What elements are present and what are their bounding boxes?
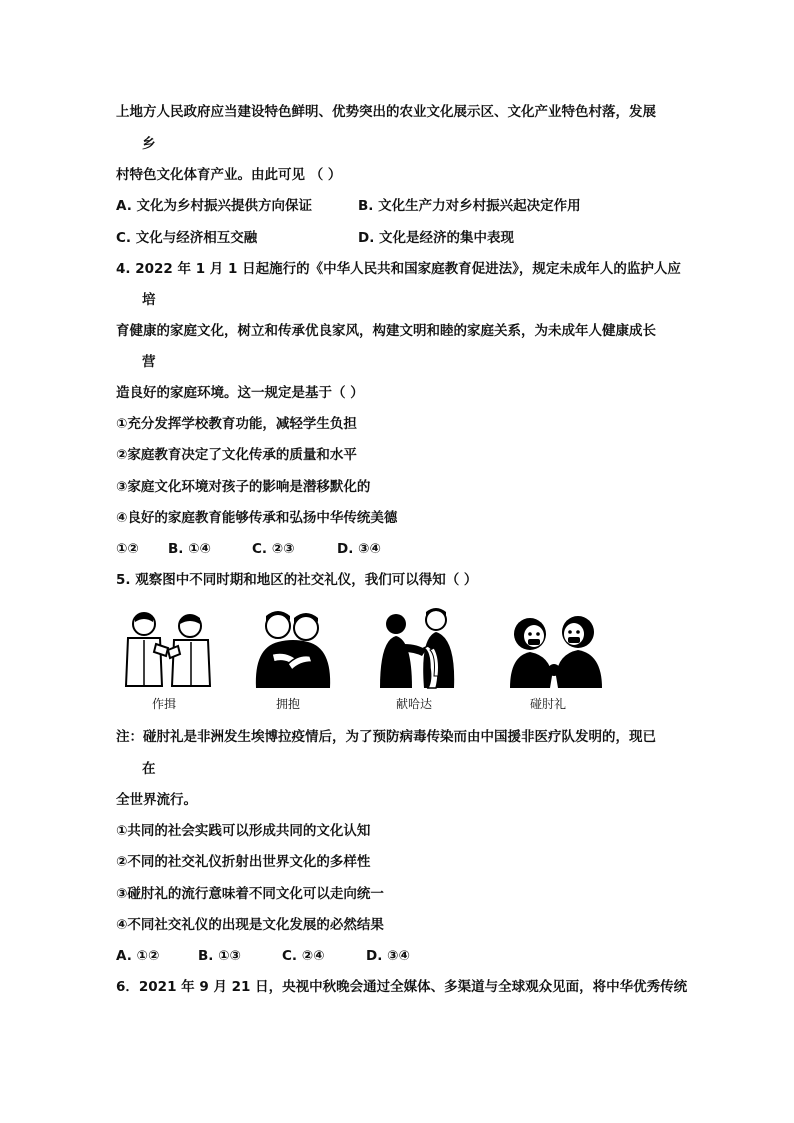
q5-note-line-2: 全世界流行。 [116, 792, 197, 808]
q5-answer-c: C. ②④ [282, 948, 325, 964]
q3-line-1: 上地方人民政府应当建设特色鲜明、优势突出的农业文化展示区、文化产业特色村落，发展 [116, 104, 656, 120]
q4-item-3: ③家庭文化环境对孩子的影响是潜移默化的 [116, 479, 371, 495]
q4-item-2: ②家庭教育决定了文化传承的质量和水平 [116, 447, 357, 463]
q3-option-c: C. 文化与经济相互交融 [116, 230, 258, 246]
q5-item-3: ③碰肘礼的流行意味着不同文化可以走向统一 [116, 886, 384, 902]
q4-line-2-wrap: 营 [142, 354, 156, 370]
q3-option-b: B. 文化生产力对乡村振兴起决定作用 [358, 198, 581, 214]
q4-item-1: ①充分发挥学校教育功能，减轻学生负担 [116, 416, 357, 432]
q5-answer-b: B. ①③ [198, 948, 241, 964]
q4-line-1: 4. 2022 年 1 月 1 日起施行的《中华人民共和国家庭教育促进法》，规定未成年人的监护人应 [116, 261, 681, 277]
q4-answer-d: D. ③④ [337, 541, 381, 557]
hada-illustration [370, 604, 470, 690]
q6-line-1: 6．2021 年 9 月 21 日，央视中秋晚会通过全媒体、多渠道与全球观众见面，将中华优秀传统 [116, 979, 688, 995]
hug-illustration [248, 604, 338, 690]
q5-item-2: ②不同的社交礼仪折射出世界文化的多样性 [116, 854, 371, 870]
q4-item-4: ④良好的家庭教育能够传承和弘扬中华传统美德 [116, 510, 398, 526]
q5-answer-d: D. ③④ [366, 948, 410, 964]
caption-hada: 献哈达 [396, 697, 433, 711]
q5-item-4: ④不同社交礼仪的出现是文化发展的必然结果 [116, 917, 384, 933]
caption-elbow-bump: 碰肘礼 [530, 697, 567, 711]
zuoyi-illustration [118, 604, 218, 690]
q4-line-3: 造良好的家庭环境。这一规定是基于（ ） [116, 385, 364, 401]
q4-answer-a: ①② [116, 541, 139, 557]
q5-note-line-1-wrap: 在 [142, 761, 156, 777]
caption-hug: 拥抱 [276, 697, 301, 711]
q3-option-d: D. 文化是经济的集中表现 [358, 230, 515, 246]
elbow-bump-illustration [506, 604, 606, 690]
q3-line-2: 村特色文化体育产业。由此可见 （ ） [116, 167, 342, 183]
q4-line-1-wrap: 培 [142, 292, 156, 308]
q5-item-1: ①共同的社会实践可以形成共同的文化认知 [116, 823, 371, 839]
q4-answer-c: C. ②③ [252, 541, 295, 557]
q3-option-a: A. 文化为乡村振兴提供方向保证 [116, 198, 313, 214]
q4-line-2: 育健康的家庭文化，树立和传承优良家风，构建文明和睦的家庭关系，为未成年人健康成长 [116, 323, 656, 339]
q5-answer-a: A. ①② [116, 948, 160, 964]
caption-zuoyi: 作揖 [152, 697, 177, 711]
q4-answer-b: B. ①④ [168, 541, 211, 557]
q5-line-1: 5. 观察图中不同时期和地区的社交礼仪，我们可以得知（ ） [116, 572, 478, 588]
q5-note-line-1: 注：碰肘礼是非洲发生埃博拉疫情后，为了预防病毒传染而由中国援非医疗队发明的，现已 [116, 729, 656, 745]
q3-line-1-wrap: 乡 [142, 136, 156, 152]
